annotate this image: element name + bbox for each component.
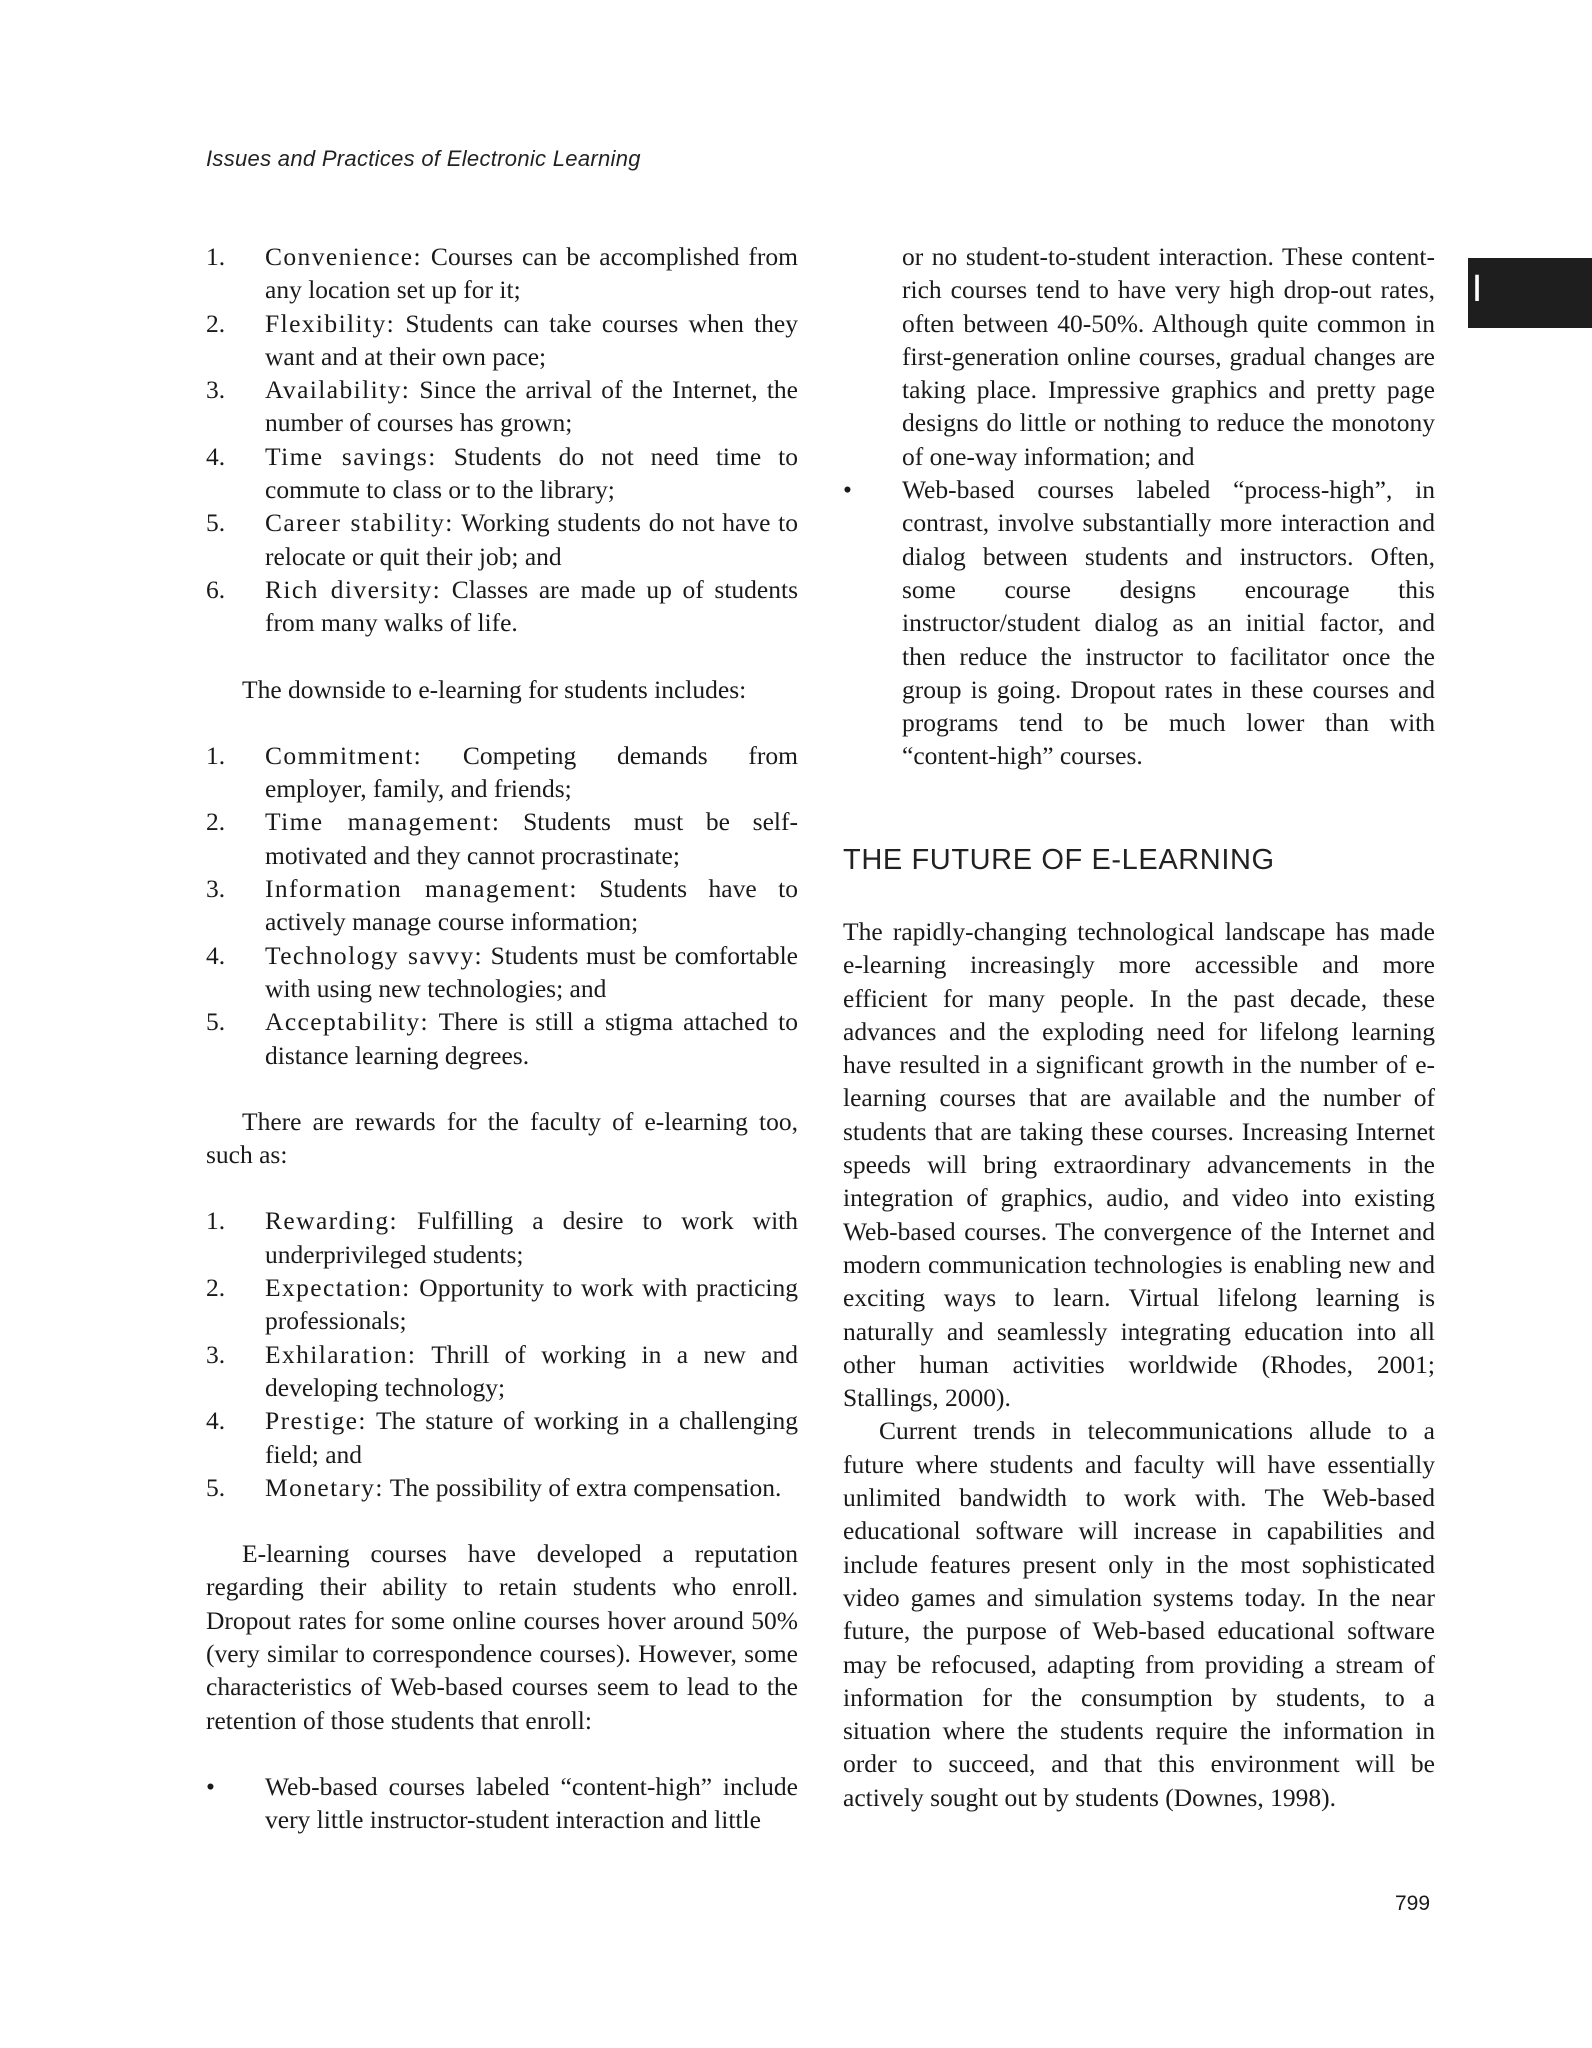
future-paragraph-1: The rapidly-changing technological landscape has made e-learning increasingly more accessible and more efficient for many people. In the past decade, these advances and the exploding need for lifelong learning have resulted in a significant growth in the number of e-learning courses that are available and the number of students that are taking these courses. Increasing Internet speeds will bring extraordinary advancements in the integration of graphics, audio, and video into existing Web-based courses. The convergence of the Internet and modern communication technologies is enabling new and exciting ways to learn. Virtual lifelong learning is naturally and seamlessly integrating education into all other human activities worldwide (Rhodes, 2001; Stallings, 2000). [843, 917, 1435, 1413]
section-heading: THE FUTURE OF E-LEARNING [843, 844, 1275, 876]
list-item: 2. Time management: Students must be self-motivated and they cannot procrastinate; [206, 807, 798, 870]
right-column-body [843, 915, 1435, 1814]
list-item: • Web-based courses labeled “content-high” include very little instructor-student interaction and little [206, 1770, 798, 1837]
list-item: • Web-based courses labeled “process-high”, in contrast, involve substantially more interaction and dialog between students and instructors. Often, some course designs encourage this instructor/student dialog as an initial factor, and then reduce the instructor to facilitator once the group is going. Dropout rates in these courses and programs tend to be much lower than with “content-high” courses. [843, 473, 1435, 773]
faculty-rewards-list [206, 1204, 798, 1504]
student-benefits-list [206, 240, 798, 640]
list-item: 5. Career stability: Working students do not have to relocate or quit their job; and [206, 508, 798, 571]
list-item: 5. Acceptability: There is still a stigma attached to distance learning degrees. [206, 1007, 798, 1070]
running-header: Issues and Practices of Electronic Learning [206, 146, 641, 171]
list-item: 1. Convenience: Courses can be accomplished from any location set up for it; [206, 242, 798, 305]
downside-intro: The downside to e-learning for students includes: [242, 674, 747, 704]
page-number: 799 [1395, 1892, 1431, 1915]
list-item: 3. Information management: Students have to actively manage course information; [206, 874, 798, 937]
list-item: 4. Prestige: The stature of working in a challenging field; and [206, 1406, 798, 1469]
list-item: 2. Flexibility: Students can take courses when they want and at their own pace; [206, 308, 798, 371]
list-item: 5. Monetary: The possibility of extra compensation. [206, 1472, 782, 1502]
list-item: 2. Expectation: Opportunity to work with practicing professionals; [206, 1273, 798, 1336]
list-item: 4. Technology savvy: Students must be comfortable with using new technologies; and [206, 940, 798, 1003]
right-column-top [843, 240, 1435, 773]
list-item: 4. Time savings: Students do not need time to commute to class or to the library; [206, 441, 798, 505]
bullet-glyph: • [206, 1771, 215, 1801]
retention-paragraph: E-learning courses have developed a reputation regarding their ability to retain students who enroll. Dropout rates for some online courses hover around 50% (very similar to correspondence courses). However, some characteristics of Web-based courses seem to lead to the retention of those students that enroll: [206, 1539, 798, 1735]
list-item: 1. Commitment: Competing demands from employer, family, and friends; [206, 740, 798, 804]
future-paragraph-2: Current trends in telecommunications allude to a future where students and faculty will have essentially unlimited bandwidth to work with. The Web-based educational software will increase in capabilities and include features present only in the most sophisticated video games and simulation systems today. In the near future, the purpose of Web-based educational software may be refocused, adapting from providing a stream of information for the consumption by students, to a situation where the students require the information in order to succeed, and that this environment will be actively sought out by students (Downes, 1998). [843, 1416, 1435, 1812]
list-item: 3. Availability: Since the arrival of the Internet, the number of courses has grown; [206, 375, 798, 438]
list-item: 3. Exhilaration: Thrill of working in a new and developing technology; [206, 1339, 798, 1402]
student-downsides-list [206, 739, 798, 1072]
course-types-list-start [206, 1770, 798, 1837]
left-column [206, 240, 798, 1836]
list-item: or no student-to-student interaction. These content-rich courses tend to have very high drop-out rates, often between 40-50%. Although quite common in first-generation online courses, gradual changes are taking place. Impressive graphics and pretty page designs do little or nothing to reduce the monotony of one-way information; and [902, 242, 1435, 471]
list-item: 1. Rewarding: Fulfilling a desire to work with underprivileged students; [206, 1206, 798, 1269]
course-types-list-cont [843, 240, 1435, 773]
section-tab-marker [1468, 258, 1592, 328]
section-tab-label: I [1471, 268, 1483, 310]
list-item: 6. Rich diversity: Classes are made up of students from many walks of life. [206, 574, 798, 638]
bullet-glyph: • [843, 475, 852, 505]
faculty-intro: There are rewards for the faculty of e-learning too, such as: [206, 1106, 798, 1170]
